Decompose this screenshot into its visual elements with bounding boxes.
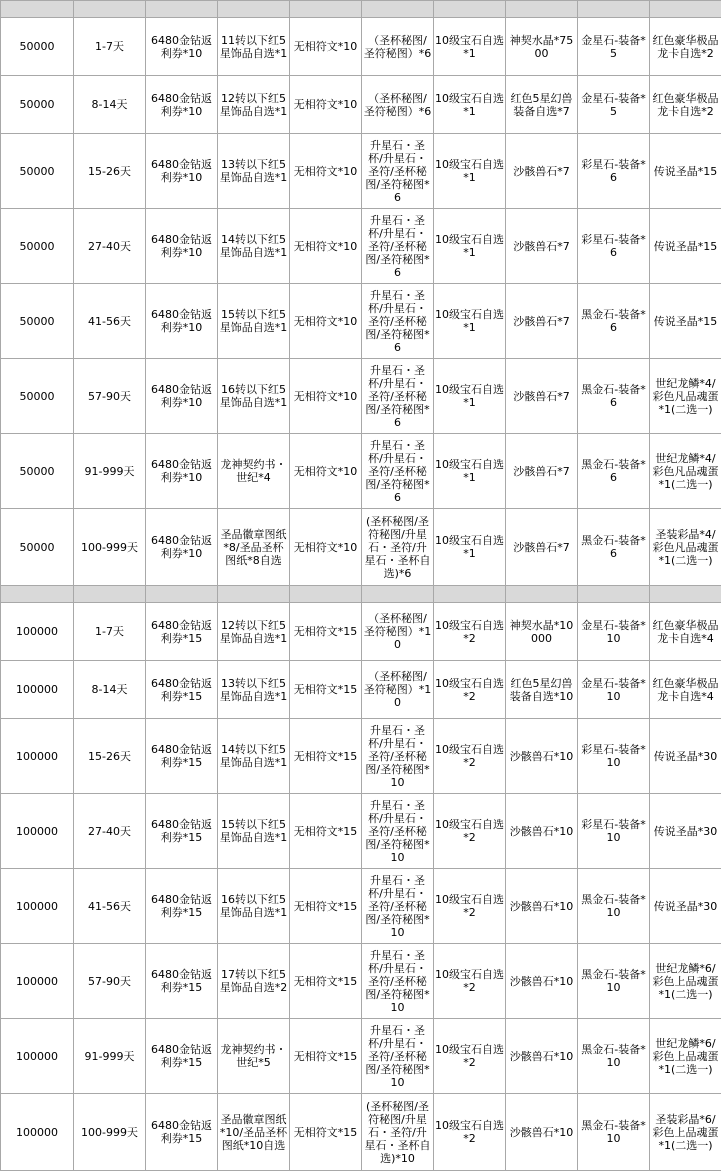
material-cell: 沙骸兽石*10 <box>506 869 578 944</box>
table-row <box>1 76 721 134</box>
coupon-cell: 6480金钻返利券*10 <box>146 209 218 284</box>
separator-cell <box>506 586 578 603</box>
map-cell: 升星石・圣杯/升星石・圣符/圣杯秘图/圣符秘图*6 <box>362 134 434 209</box>
accessory-cell: 13转以下红5星饰品自选*1 <box>218 661 290 719</box>
table-row <box>1 18 721 76</box>
separator-cell <box>218 586 290 603</box>
bonus-cell: 红色豪华极品龙卡自选*2 <box>650 76 721 134</box>
material-cell: 红色5星幻兽装备自选*7 <box>506 76 578 134</box>
stone-cell: 黑金石-装备*10 <box>578 1094 650 1171</box>
table-row <box>1 869 721 944</box>
stone-cell: 彩星石-装备*6 <box>578 209 650 284</box>
days-cell: 57-90天 <box>74 944 146 1019</box>
amount-cell: 100000 <box>1 869 74 944</box>
material-cell: 沙骸兽石*10 <box>506 944 578 1019</box>
stone-cell: 黑金石-装备*10 <box>578 869 650 944</box>
rune-cell: 无相符文*15 <box>290 794 362 869</box>
bonus-cell: 红色豪华极品龙卡自选*4 <box>650 603 721 661</box>
table-row <box>1 134 721 209</box>
amount-cell: 100000 <box>1 603 74 661</box>
stone-cell: 金星石-装备*10 <box>578 603 650 661</box>
accessory-cell: 16转以下红5星饰品自选*1 <box>218 869 290 944</box>
coupon-cell: 6480金钻返利券*10 <box>146 284 218 359</box>
material-cell: 沙骸兽石*10 <box>506 719 578 794</box>
material-cell: 沙骸兽石*7 <box>506 209 578 284</box>
amount-cell: 50000 <box>1 359 74 434</box>
map-cell: 升星石・圣杯/升星石・圣符/圣杯秘图/圣符秘图*6 <box>362 209 434 284</box>
material-cell: 沙骸兽石*10 <box>506 794 578 869</box>
amount-cell: 50000 <box>1 134 74 209</box>
amount-cell: 100000 <box>1 661 74 719</box>
rune-cell: 无相符文*10 <box>290 284 362 359</box>
rune-cell: 无相符文*10 <box>290 18 362 76</box>
header-cell <box>290 1 362 18</box>
accessory-cell: 圣品徽章图纸*10/圣品圣杯图纸*10自选 <box>218 1094 290 1171</box>
map-cell: 升星石・圣杯/升星石・圣符/圣杯秘图/圣符秘图*10 <box>362 719 434 794</box>
coupon-cell: 6480金钻返利券*15 <box>146 719 218 794</box>
bonus-cell: 世纪龙鳞*6/彩色上品魂蛋*1(二选一) <box>650 1019 721 1094</box>
bonus-cell: 传说圣晶*30 <box>650 869 721 944</box>
accessory-cell: 11转以下红5星饰品自选*1 <box>218 18 290 76</box>
gem-cell: 10级宝石自选*2 <box>434 1019 506 1094</box>
map-cell: 升星石・圣杯/升星石・圣符/圣杯秘图/圣符秘图*10 <box>362 944 434 1019</box>
separator-cell <box>290 586 362 603</box>
bonus-cell: 世纪龙鳞*6/彩色上品魂蛋*1(二选一) <box>650 944 721 1019</box>
stone-cell: 金星石-装备*5 <box>578 76 650 134</box>
map-cell: 升星石・圣杯/升星石・圣符/圣杯秘图/圣符秘图*10 <box>362 1019 434 1094</box>
bonus-cell: 世纪龙鳞*4/彩色凡品魂蛋*1(二选一) <box>650 434 721 509</box>
table-row <box>1 661 721 719</box>
accessory-cell: 龙神契约书・世纪*4 <box>218 434 290 509</box>
material-cell: 沙骸兽石*7 <box>506 134 578 209</box>
separator-cell <box>650 586 721 603</box>
bonus-cell: 圣装彩晶*4/彩色凡品魂蛋*1(二选一) <box>650 509 721 586</box>
rune-cell: 无相符文*15 <box>290 1094 362 1171</box>
days-cell: 57-90天 <box>74 359 146 434</box>
table-row <box>1 434 721 509</box>
rune-cell: 无相符文*10 <box>290 359 362 434</box>
coupon-cell: 6480金钻返利券*15 <box>146 944 218 1019</box>
accessory-cell: 14转以下红5星饰品自选*1 <box>218 209 290 284</box>
material-cell: 沙骸兽石*7 <box>506 509 578 586</box>
header-cell <box>74 1 146 18</box>
header-cell <box>146 1 218 18</box>
coupon-cell: 6480金钻返利券*15 <box>146 794 218 869</box>
coupon-cell: 6480金钻返利券*15 <box>146 1094 218 1171</box>
gem-cell: 10级宝石自选*2 <box>434 944 506 1019</box>
gem-cell: 10级宝石自选*1 <box>434 134 506 209</box>
stone-cell: 黑金石-装备*6 <box>578 434 650 509</box>
gem-cell: 10级宝石自选*2 <box>434 661 506 719</box>
separator-cell <box>146 586 218 603</box>
coupon-cell: 6480金钻返利券*10 <box>146 76 218 134</box>
table-row <box>1 944 721 1019</box>
coupon-cell: 6480金钻返利券*10 <box>146 359 218 434</box>
gem-cell: 10级宝石自选*1 <box>434 359 506 434</box>
map-cell: (圣杯秘图/圣符秘图/升星石・圣符/升星石・圣杯自选)*10 <box>362 1094 434 1171</box>
amount-cell: 50000 <box>1 209 74 284</box>
table-row <box>1 1094 721 1171</box>
rune-cell: 无相符文*15 <box>290 944 362 1019</box>
header-cell <box>434 1 506 18</box>
map-cell: 升星石・圣杯/升星石・圣符/圣杯秘图/圣符秘图*6 <box>362 359 434 434</box>
material-cell: 红色5星幻兽装备自选*10 <box>506 661 578 719</box>
amount-cell: 100000 <box>1 944 74 1019</box>
stone-cell: 彩星石-装备*10 <box>578 719 650 794</box>
stone-cell: 彩星石-装备*6 <box>578 134 650 209</box>
header-cell <box>1 1 74 18</box>
days-cell: 100-999天 <box>74 1094 146 1171</box>
rune-cell: 无相符文*15 <box>290 661 362 719</box>
map-cell: 升星石・圣杯/升星石・圣符/圣杯秘图/圣符秘图*10 <box>362 794 434 869</box>
coupon-cell: 6480金钻返利券*10 <box>146 434 218 509</box>
accessory-cell: 16转以下红5星饰品自选*1 <box>218 359 290 434</box>
gem-cell: 10级宝石自选*2 <box>434 869 506 944</box>
amount-cell: 100000 <box>1 1019 74 1094</box>
stone-cell: 黑金石-装备*10 <box>578 944 650 1019</box>
table-row <box>1 509 721 586</box>
amount-cell: 100000 <box>1 794 74 869</box>
map-cell: 升星石・圣杯/升星石・圣符/圣杯秘图/圣符秘图*10 <box>362 869 434 944</box>
bonus-cell: 传说圣晶*15 <box>650 284 721 359</box>
rune-cell: 无相符文*15 <box>290 719 362 794</box>
stone-cell: 彩星石-装备*10 <box>578 794 650 869</box>
coupon-cell: 6480金钻返利券*15 <box>146 603 218 661</box>
table-row <box>1 794 721 869</box>
amount-cell: 50000 <box>1 509 74 586</box>
accessory-cell: 12转以下红5星饰品自选*1 <box>218 76 290 134</box>
days-cell: 100-999天 <box>74 509 146 586</box>
bonus-cell: 传说圣晶*30 <box>650 794 721 869</box>
table-row <box>1 209 721 284</box>
table-row <box>1 719 721 794</box>
bonus-cell: 传说圣晶*15 <box>650 209 721 284</box>
map-cell: （圣杯秘图/圣符秘图）*6 <box>362 76 434 134</box>
amount-cell: 50000 <box>1 284 74 359</box>
table-row <box>1 1019 721 1094</box>
separator-cell <box>1 586 74 603</box>
map-cell: 升星石・圣杯/升星石・圣符/圣杯秘图/圣符秘图*6 <box>362 284 434 359</box>
stone-cell: 黑金石-装备*6 <box>578 359 650 434</box>
days-cell: 8-14天 <box>74 661 146 719</box>
material-cell: 沙骸兽石*7 <box>506 434 578 509</box>
accessory-cell: 13转以下红5星饰品自选*1 <box>218 134 290 209</box>
rune-cell: 无相符文*10 <box>290 434 362 509</box>
bonus-cell: 传说圣晶*15 <box>650 134 721 209</box>
gem-cell: 10级宝石自选*1 <box>434 509 506 586</box>
map-cell: （圣杯秘图/圣符秘图）*10 <box>362 603 434 661</box>
rune-cell: 无相符文*15 <box>290 869 362 944</box>
gem-cell: 10级宝石自选*2 <box>434 794 506 869</box>
coupon-cell: 6480金钻返利券*15 <box>146 661 218 719</box>
accessory-cell: 17转以下红5星饰品自选*2 <box>218 944 290 1019</box>
map-cell: (圣杯秘图/圣符秘图/升星石・圣符/升星石・圣杯自选)*6 <box>362 509 434 586</box>
map-cell: （圣杯秘图/圣符秘图）*6 <box>362 18 434 76</box>
accessory-cell: 15转以下红5星饰品自选*1 <box>218 284 290 359</box>
material-cell: 神契水晶*10000 <box>506 603 578 661</box>
bonus-cell: 红色豪华极品龙卡自选*4 <box>650 661 721 719</box>
coupon-cell: 6480金钻返利券*15 <box>146 869 218 944</box>
accessory-cell: 12转以下红5星饰品自选*1 <box>218 603 290 661</box>
rune-cell: 无相符文*10 <box>290 134 362 209</box>
bonus-cell: 传说圣晶*30 <box>650 719 721 794</box>
stone-cell: 黑金石-装备*6 <box>578 509 650 586</box>
table-row <box>1 359 721 434</box>
gem-cell: 10级宝石自选*2 <box>434 719 506 794</box>
coupon-cell: 6480金钻返利券*15 <box>146 1019 218 1094</box>
amount-cell: 50000 <box>1 76 74 134</box>
rune-cell: 无相符文*10 <box>290 76 362 134</box>
coupon-cell: 6480金钻返利券*10 <box>146 134 218 209</box>
separator-cell <box>434 586 506 603</box>
days-cell: 41-56天 <box>74 869 146 944</box>
days-cell: 91-999天 <box>74 1019 146 1094</box>
gem-cell: 10级宝石自选*1 <box>434 284 506 359</box>
stone-cell: 金星石-装备*10 <box>578 661 650 719</box>
gem-cell: 10级宝石自选*1 <box>434 76 506 134</box>
accessory-cell: 圣品徽章图纸*8/圣品圣杯图纸*8自选 <box>218 509 290 586</box>
days-cell: 1-7天 <box>74 18 146 76</box>
material-cell: 沙骸兽石*7 <box>506 359 578 434</box>
days-cell: 27-40天 <box>74 209 146 284</box>
material-cell: 沙骸兽石*7 <box>506 284 578 359</box>
header-cell <box>362 1 434 18</box>
days-cell: 91-999天 <box>74 434 146 509</box>
days-cell: 15-26天 <box>74 134 146 209</box>
header-cell <box>506 1 578 18</box>
bonus-cell: 圣装彩晶*6/彩色上品魂蛋*1(二选一) <box>650 1094 721 1171</box>
stone-cell: 黑金石-装备*10 <box>578 1019 650 1094</box>
coupon-cell: 6480金钻返利券*10 <box>146 509 218 586</box>
days-cell: 15-26天 <box>74 719 146 794</box>
days-cell: 8-14天 <box>74 76 146 134</box>
amount-cell: 100000 <box>1 1094 74 1171</box>
separator-cell <box>74 586 146 603</box>
header-cell <box>218 1 290 18</box>
header-cell <box>650 1 721 18</box>
stone-cell: 黑金石-装备*6 <box>578 284 650 359</box>
map-cell: （圣杯秘图/圣符秘图）*10 <box>362 661 434 719</box>
amount-cell: 50000 <box>1 18 74 76</box>
accessory-cell: 龙神契约书・世纪*5 <box>218 1019 290 1094</box>
rune-cell: 无相符文*10 <box>290 209 362 284</box>
map-cell: 升星石・圣杯/升星石・圣符/圣杯秘图/圣符秘图*6 <box>362 434 434 509</box>
amount-cell: 50000 <box>1 434 74 509</box>
days-cell: 27-40天 <box>74 794 146 869</box>
group-separator-row <box>1 586 721 603</box>
rune-cell: 无相符文*15 <box>290 1019 362 1094</box>
separator-cell <box>578 586 650 603</box>
gem-cell: 10级宝石自选*1 <box>434 18 506 76</box>
header-cell <box>578 1 650 18</box>
gem-cell: 10级宝石自选*2 <box>434 603 506 661</box>
bonus-cell: 世纪龙鳞*4/彩色凡品魂蛋*1(二选一) <box>650 359 721 434</box>
material-cell: 沙骸兽石*10 <box>506 1019 578 1094</box>
separator-cell <box>362 586 434 603</box>
gem-cell: 10级宝石自选*1 <box>434 209 506 284</box>
material-cell: 沙骸兽石*10 <box>506 1094 578 1171</box>
header-row <box>1 1 721 18</box>
coupon-cell: 6480金钻返利券*10 <box>146 18 218 76</box>
accessory-cell: 14转以下红5星饰品自选*1 <box>218 719 290 794</box>
amount-cell: 100000 <box>1 719 74 794</box>
rune-cell: 无相符文*10 <box>290 509 362 586</box>
table-row <box>1 284 721 359</box>
rune-cell: 无相符文*15 <box>290 603 362 661</box>
stone-cell: 金星石-装备*5 <box>578 18 650 76</box>
bonus-cell: 红色豪华极品龙卡自选*2 <box>650 18 721 76</box>
table-row <box>1 603 721 661</box>
accessory-cell: 15转以下红5星饰品自选*1 <box>218 794 290 869</box>
days-cell: 1-7天 <box>74 603 146 661</box>
days-cell: 41-56天 <box>74 284 146 359</box>
gem-cell: 10级宝石自选*2 <box>434 1094 506 1171</box>
material-cell: 神契水晶*7500 <box>506 18 578 76</box>
gem-cell: 10级宝石自选*1 <box>434 434 506 509</box>
